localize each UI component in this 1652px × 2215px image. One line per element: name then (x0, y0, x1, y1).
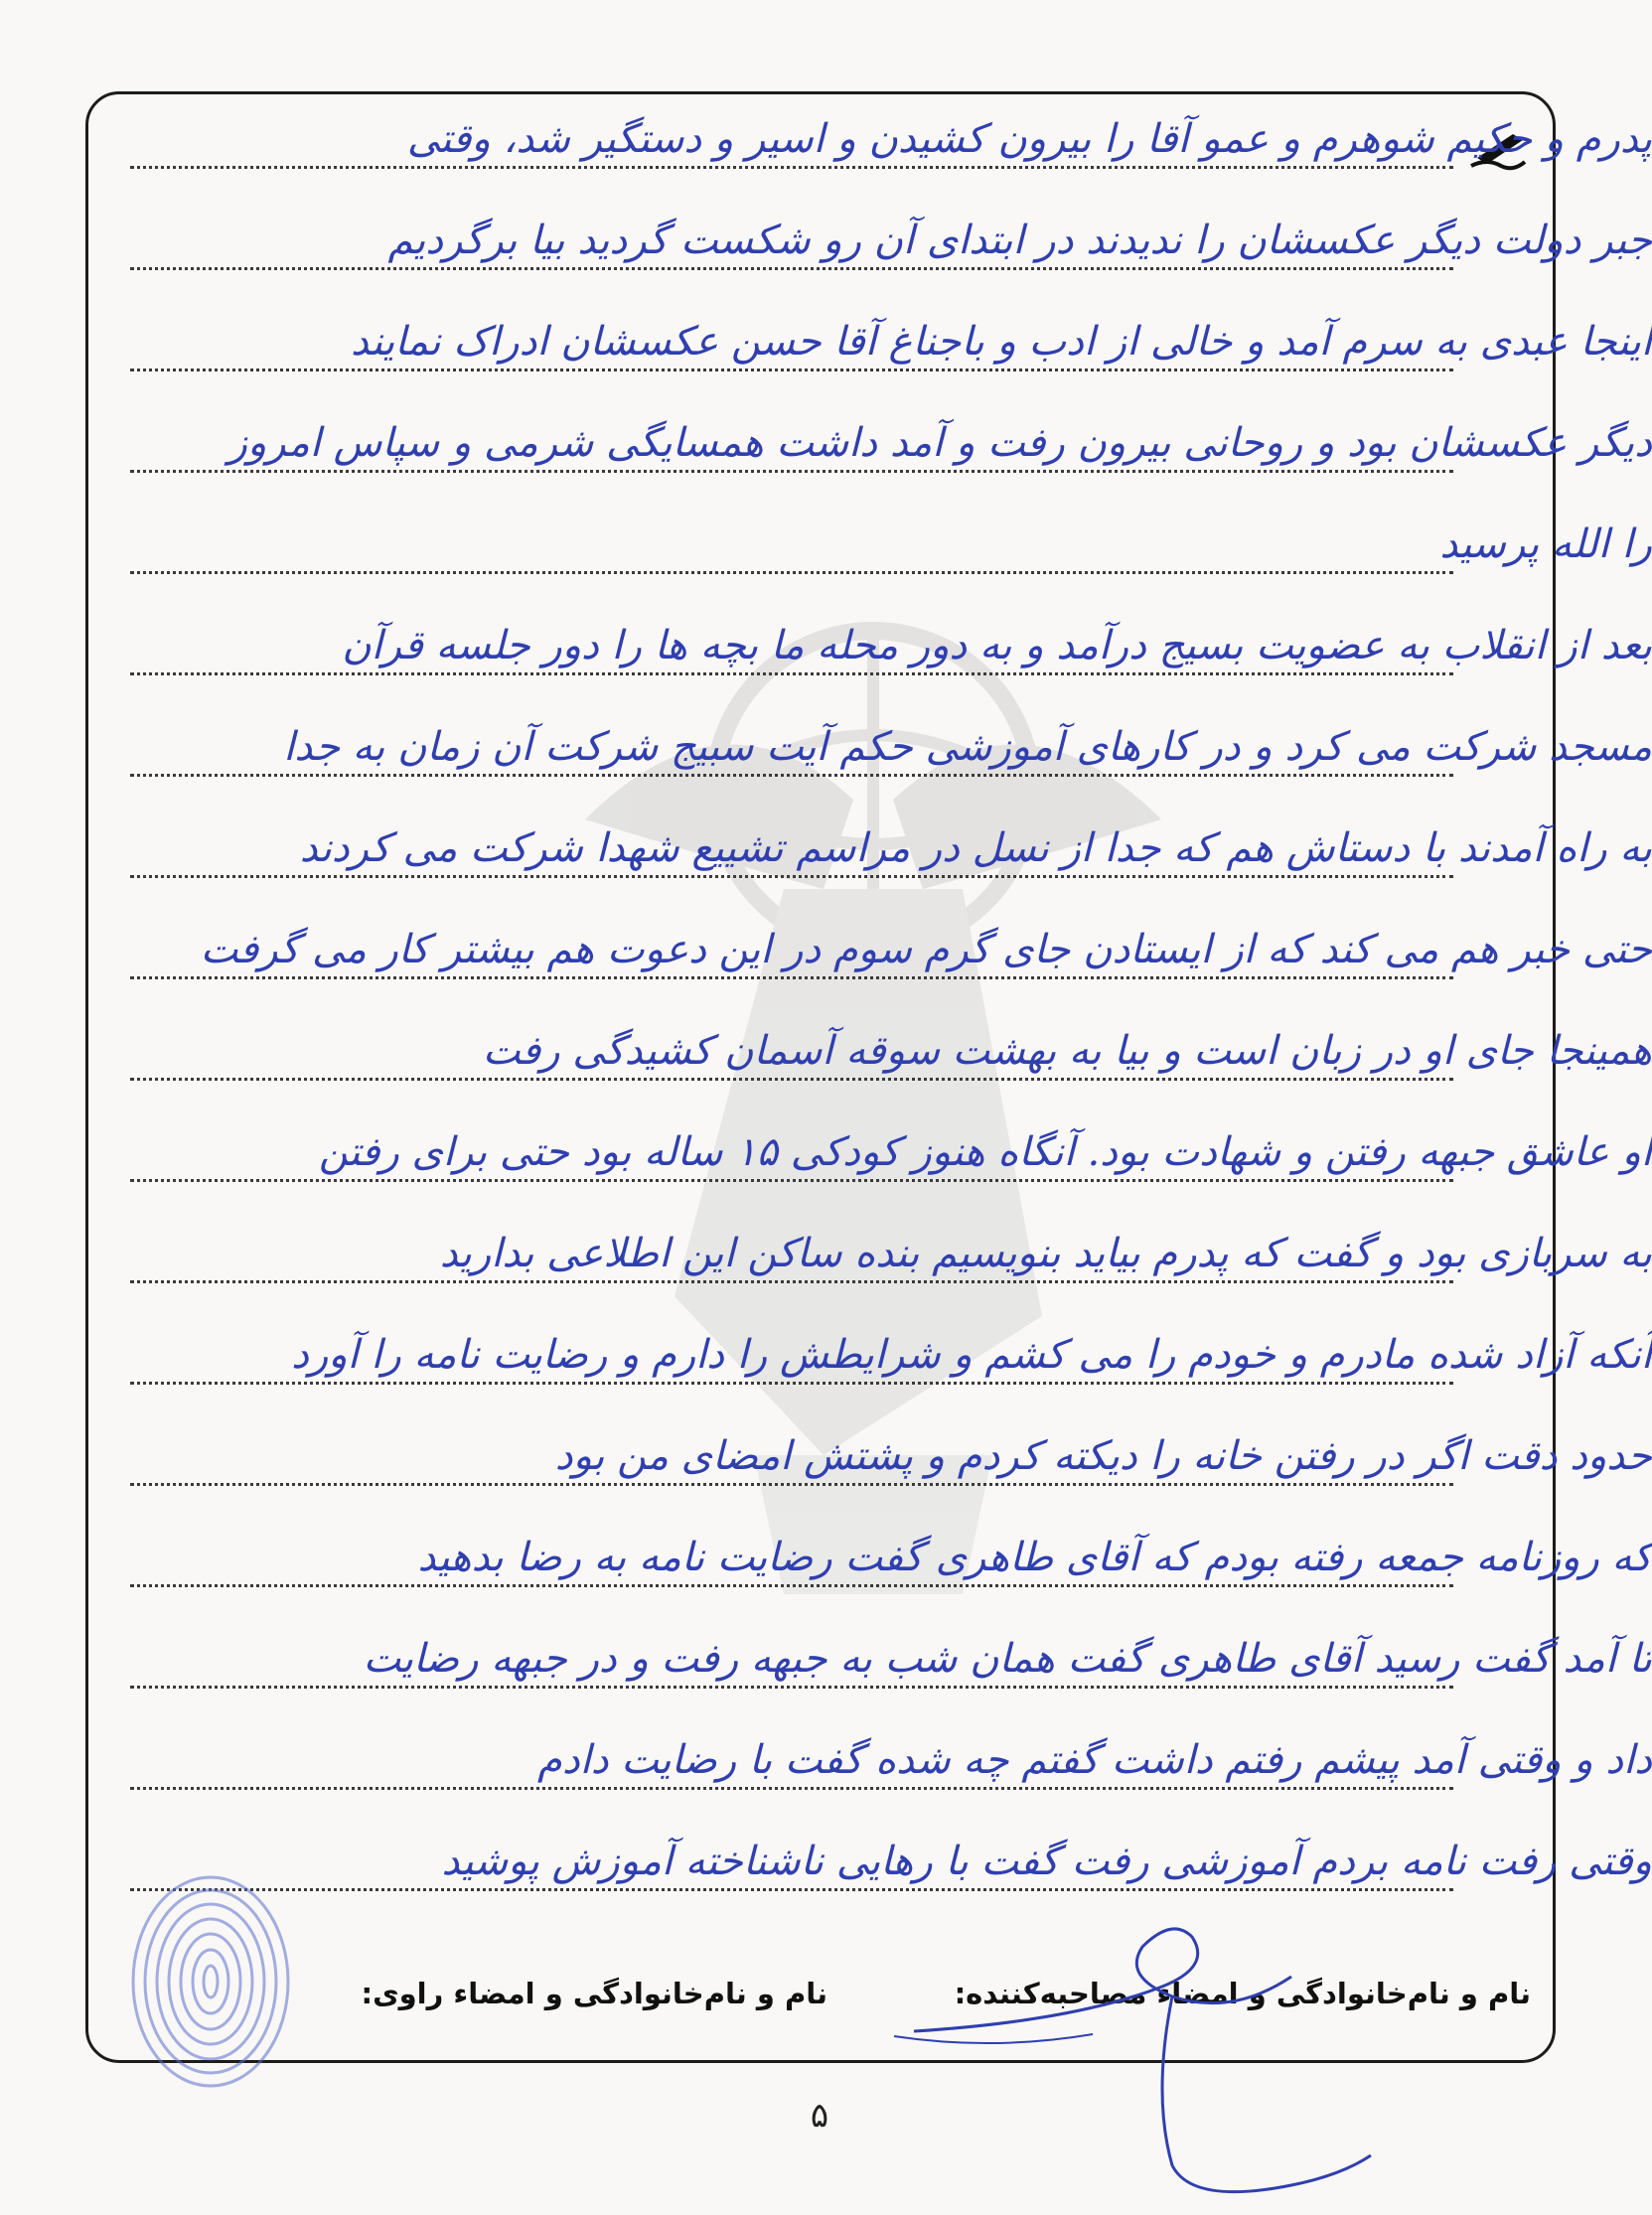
handwritten-line: دیگر عکسشان بود و روحانی بیرون رفت و آمد داشت همسایگی شرمی و سپاس امروز (227, 420, 1652, 466)
handwritten-line: مسجد شرکت می کرد و در کارهای آموزشی حکم آیت سبیج شرکت آن زمان به جدا (283, 724, 1652, 770)
handwritten-line: پدرم و حکیم شوهرم و عمو آقا را بیرون کشیدن و اسیر و دستگیر شد، وقتی (406, 116, 1652, 162)
handwritten-line: داد و وقتی آمد پیشم رفتم داشت گفتم چه شده گفت با رضایت دادم (537, 1737, 1652, 1783)
handwritten-line: حتی خبر هم می کند که از ایستادن جای گرم سوم در این دعوت هم بیشتر کار می گرفت (200, 927, 1652, 972)
handwritten-line: همینجا جای او در زبان است و بیا به بهشت سوقه آسمان کشیدگی رفت (482, 1028, 1652, 1074)
handwritten-line: اینجا عبدی به سرم آمد و خالی از ادب و باجناغ آقا حسن عکسشان ادراک نمایند (351, 319, 1652, 365)
page-number: ۵ (810, 2096, 829, 2136)
handwritten-line: که روزنامه جمعه رفته بودم که آقای طاهری گفت رضایت نامه به رضا بدهید (417, 1535, 1652, 1580)
handwritten-line: به راه آمدند با دستاش هم که جدا از نسل در مراسم تشییع شهدا شرکت می کردند (299, 825, 1652, 871)
handwritten-line: به سربازی بود و گفت که پدرم بیاید بنویسیم بنده ساکن این اطلاعی بدارید (439, 1231, 1652, 1276)
fingerprint-mark (121, 1867, 300, 2096)
handwritten-line: حدود دقت اگر در رفتن خانه را دیکته کردم و پشتش امضای من بود (554, 1433, 1652, 1479)
handwritten-line: او عاشق جبهه رفتن و شهادت بود. آنگاه هنوز کودکی ۱۵ ساله بود حتی برای رفتن (318, 1129, 1652, 1175)
handwritten-line: وقتی رفت نامه بردم آموزشی رفت گفت با رهایی ناشناخته آموزش پوشید (441, 1839, 1652, 1884)
handwritten-line: را الله پرسید (1439, 521, 1652, 567)
handwritten-line: جبر دولت دیگر عکسشان را ندیدند در ابتدای آن رو شکست گردید بیا برگردیم (387, 218, 1652, 263)
handwritten-signature (874, 1917, 1381, 2215)
interviewer-signature-label: نام و نام‌خانوادگی و امضاء مصاحبه‌کننده: (954, 1977, 1531, 2010)
handwritten-line: تا آمد گفت رسید آقای طاهری گفت همان شب به جبهه رفت و در جبهه رضایت (363, 1636, 1652, 1682)
narrator-signature-label: نام و نام‌خانوادگی و امضاء راوی: (361, 1977, 827, 2010)
handwritten-line: آنکه آزاد شده مادرم و خودم را می کشم و شرایطش را دارم و رضایت نامه را آورد (291, 1332, 1652, 1378)
form-frame (85, 91, 1652, 2063)
handwritten-line: بعد از انقلاب به عضویت بسیج درآمد و به دور محله ما بچه ها را دور جلسه قرآن (342, 623, 1652, 668)
